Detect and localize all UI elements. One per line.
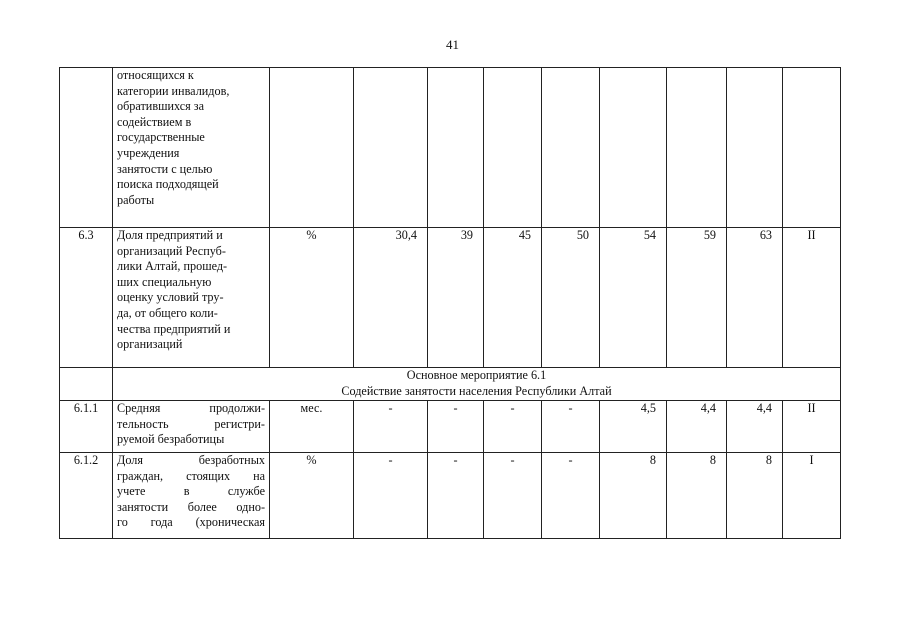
- row-value: -: [428, 453, 484, 539]
- row-description: Средняя продолжи- тельность регистри- руемой безработицы: [113, 401, 270, 453]
- row-value: -: [354, 401, 428, 453]
- row-value: [727, 68, 783, 228]
- row-value: [484, 68, 542, 228]
- row-value: 8: [727, 453, 783, 539]
- row-value: -: [354, 453, 428, 539]
- row-value: 39: [428, 228, 484, 368]
- table-row: [60, 228, 841, 368]
- row-number: 6.3: [60, 228, 113, 368]
- row-type: II: [783, 228, 841, 368]
- table-row: [60, 68, 841, 228]
- row-value: -: [542, 401, 600, 453]
- row-value: -: [542, 453, 600, 539]
- section-subtitle-line: Содействие занятости населения Республики Алтай: [341, 383, 612, 398]
- row-value: 4,4: [727, 401, 783, 453]
- row-value: 50: [542, 228, 600, 368]
- indicators-table: [59, 67, 841, 539]
- row-type: I: [783, 453, 841, 539]
- row-value: [667, 68, 727, 228]
- table-row: [60, 453, 841, 539]
- row-number: 6.1.2: [60, 453, 113, 539]
- row-description: Доля безработных граждан, стоящих на учете в службе занятости более одно- го года (хроническая: [113, 453, 270, 539]
- row-description: Доля предприятий и организаций Респуб- лики Алтай, прошед- ших специальную оценку условий тру- да, от общего коли- чества предприятий и организаций: [113, 228, 270, 368]
- row-value: [600, 68, 667, 228]
- row-value: 45: [484, 228, 542, 368]
- row-unit: %: [270, 228, 354, 368]
- section-title-line: Основное мероприятие 6.1: [406, 368, 547, 382]
- row-unit: [270, 68, 354, 228]
- row-value: 4,5: [600, 401, 667, 453]
- page-number: 41: [446, 37, 459, 52]
- row-value: 4,4: [667, 401, 727, 453]
- row-value: [542, 68, 600, 228]
- row-value: -: [484, 401, 542, 453]
- section-spacer-cell: [60, 368, 113, 401]
- row-value: 8: [600, 453, 667, 539]
- row-value: [428, 68, 484, 228]
- row-number: 6.1.1: [60, 401, 113, 453]
- table-body: [60, 68, 841, 539]
- row-value: 63: [727, 228, 783, 368]
- row-value: 59: [667, 228, 727, 368]
- row-value: -: [484, 453, 542, 539]
- row-description: относящихся к категории инвалидов, обратившихся за содействием в государственные учреждения занятости с целью поиска подходящей работы: [113, 68, 270, 228]
- row-value: 8: [667, 453, 727, 539]
- section-title: [113, 368, 841, 401]
- row-unit: мес.: [270, 401, 354, 453]
- row-value: 54: [600, 228, 667, 368]
- row-unit: %: [270, 453, 354, 539]
- row-value: 30,4: [354, 228, 428, 368]
- row-type: II: [783, 401, 841, 453]
- section-row: [60, 368, 841, 401]
- row-value: [354, 68, 428, 228]
- row-value: -: [428, 401, 484, 453]
- row-type: [783, 68, 841, 228]
- table-row: [60, 401, 841, 453]
- row-number: [60, 68, 113, 228]
